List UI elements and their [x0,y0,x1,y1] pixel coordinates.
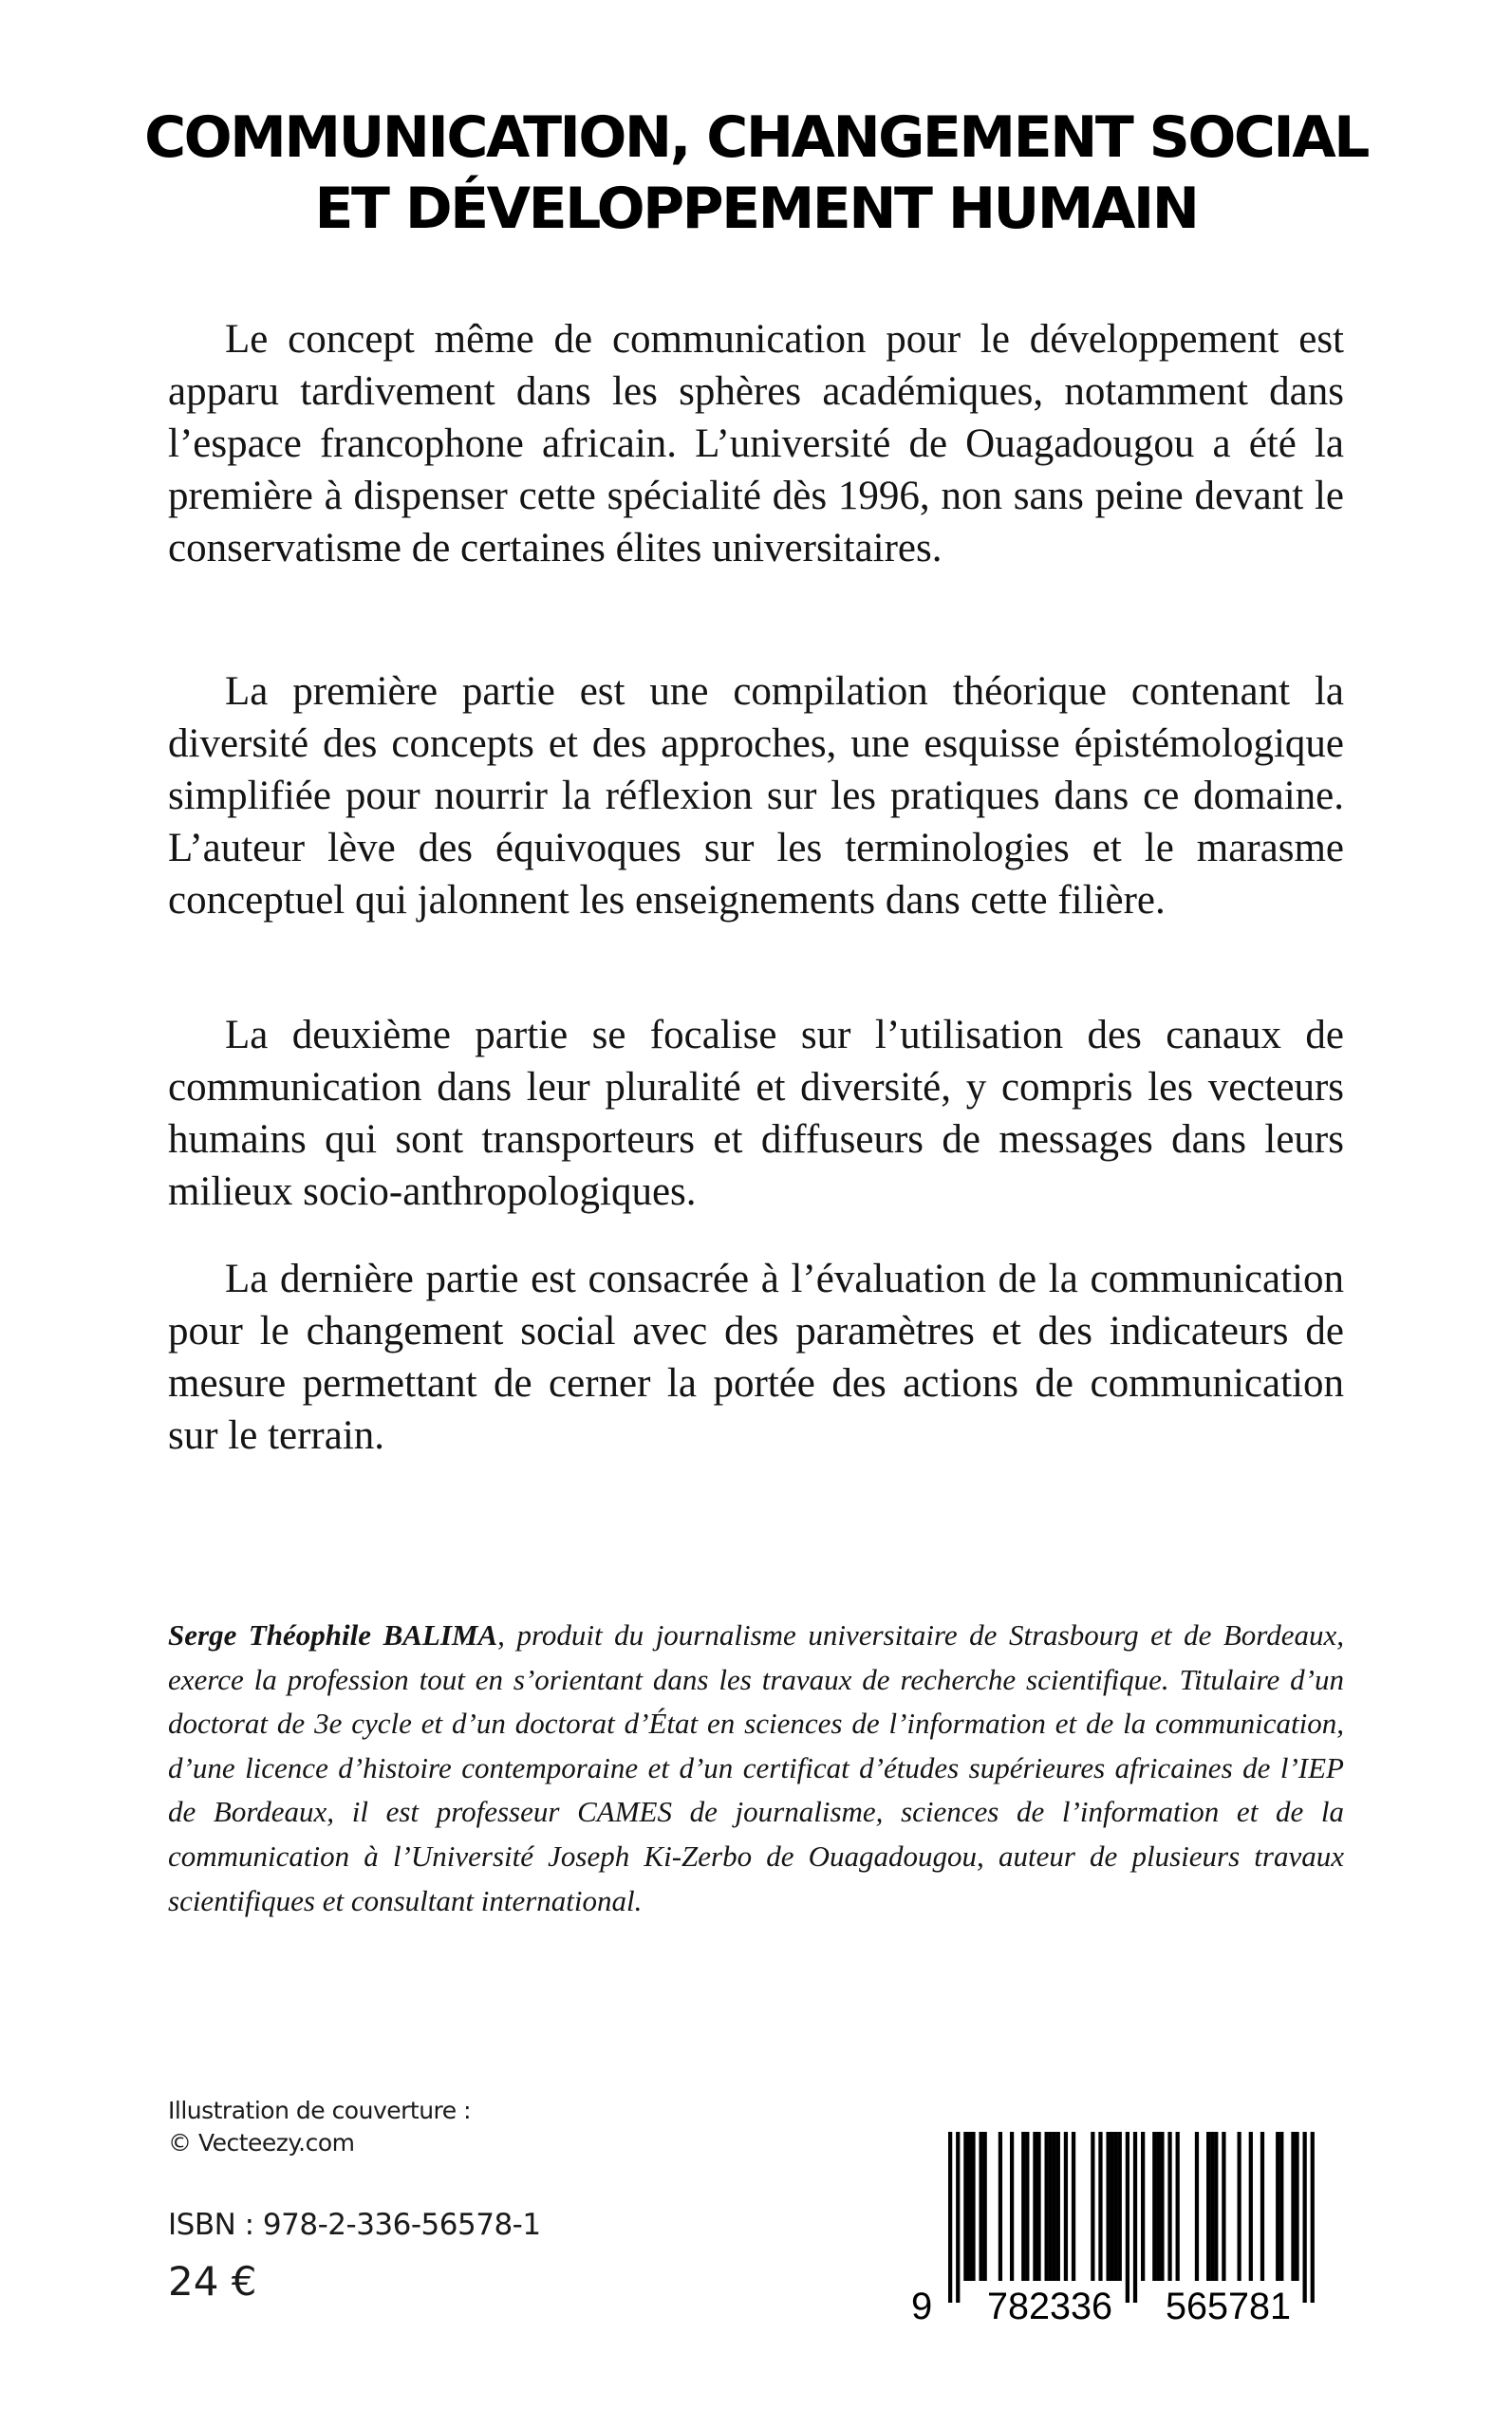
author-bio-text: , produit du journalisme universitaire de Strasbourg et de Bordeaux, exerce la profession tout en s’orientant dans les travaux de recherche scientifique. Titulaire d’un doctorat de 3e cycle et d’un doctorat d’État en sciences de l’information et de la communication, d’une licence d’histoire contemporaine et d’un certificat d’études supérieures africaines de l’IEP de Bordeaux, il est professeur CAMES de journalisme, sciences de l’information et de la communication à l’Université Joseph Ki-Zerbo de Ouagadougou, auteur de plusieurs travaux scientifiques et consultant international. [168,1618,1344,1917]
barcode-right-digits: 565781 [1166,2286,1291,2327]
author-name: Serge Théophile BALIMA [168,1618,498,1652]
synopsis-paragraph-3: La deuxième partie se focalise sur l’utilisation des canaux de communication dans leur pluralité et diversité, y compris les vecteurs humains qui sont transporteurs et diffuseurs de messages dans leurs milieux socio-anthropologiques. [168,1013,1344,1214]
isbn-barcode [911,2126,1329,2335]
synopsis-paragraph-1: Le concept même de communication pour le développement est apparu tardivement dans les sphères académiques, notamment dans l’espace francophone africain. L’université de Ouagadougou a été la première à dispenser cette spécialité dès 1996, non sans peine devant le conservatisme de certaines élites universitaires. [168,317,1344,570]
price-text: 24 € [168,2258,257,2305]
author-bio [168,1614,1344,1923]
isbn-text: ISBN : 978-2-336-56578-1 [168,2208,541,2242]
barcode-first-digit: 9 [911,2286,933,2327]
book-title [0,103,1512,245]
synopsis-paragraph-4: La dernière partie est consacrée à l’évaluation de la communication pour le changement social avec des paramètres et des indicateurs de mesure permettant de cerner la portée des actions de communication sur le terrain. [168,1257,1344,1458]
illustration-label: Illustration de couverture : [168,2097,472,2124]
cover-credit [168,2095,471,2159]
synopsis-paragraph-2: La première partie est une compilation théorique contenant la diversité des concepts et des approches, une esquisse épistémologique simplifiée pour nourrir la réflexion sur les pratiques dans ce domaine. L’auteur lève des équivoques sur les terminologies et le marasme conceptuel qui jalonnent les enseignements dans cette filière. [168,669,1344,923]
barcode-icon [911,2126,1329,2335]
barcode-left-digits: 782336 [987,2286,1112,2327]
title-line-1: COMMUNICATION, CHANGEMENT SOCIAL [144,104,1368,171]
title-line-2: ET DÉVELOPPEMENT HUMAIN [314,176,1198,242]
illustration-source: © Vecteezy.com [168,2129,355,2157]
